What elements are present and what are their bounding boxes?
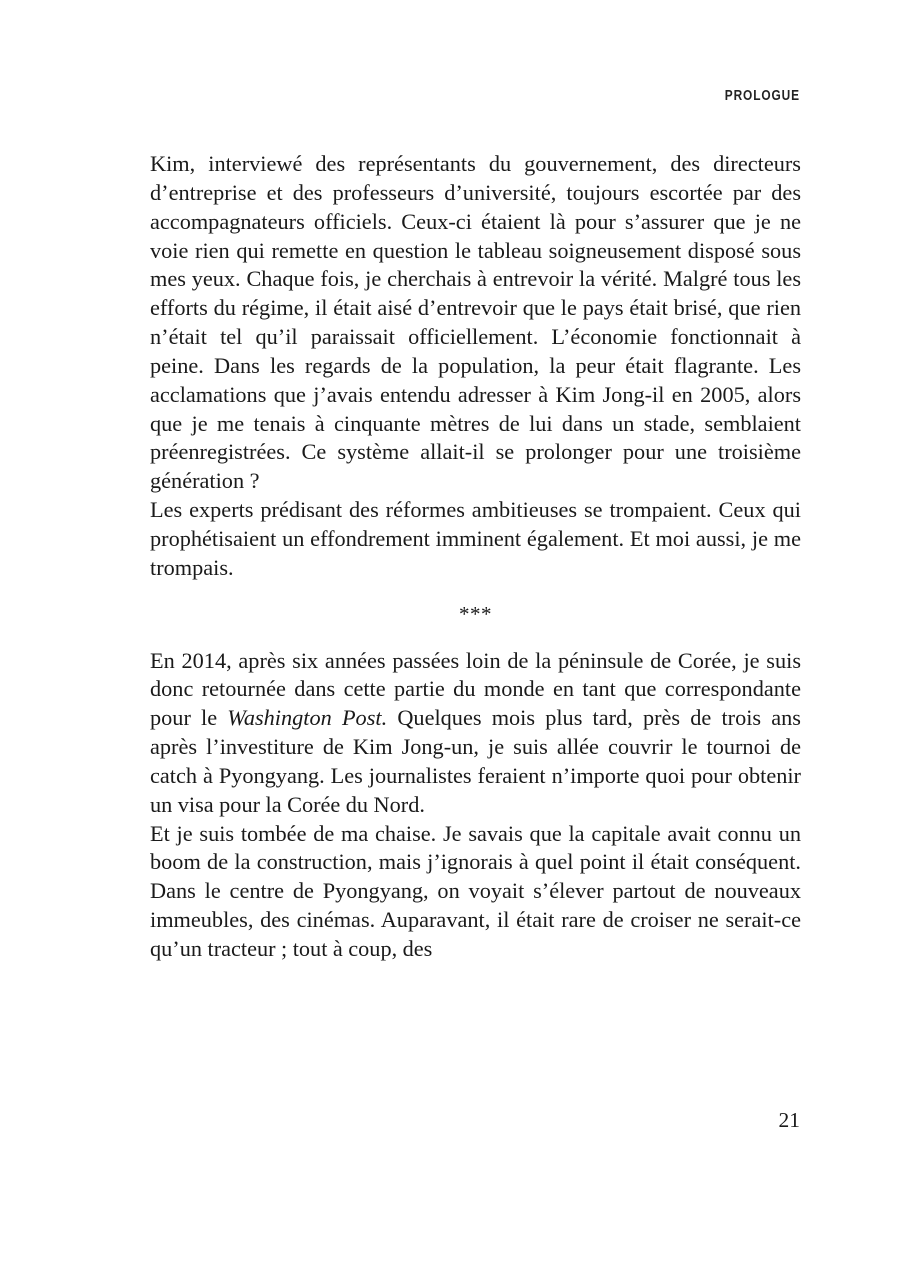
body-text-block bbox=[150, 150, 801, 964]
running-head: PROLOGUE bbox=[724, 88, 800, 104]
paragraph-3-lead: En 2014, après six années passées loin de la péninsule de Corée, je suis donc retournée dans cette partie du monde en tant que correspondante pour le bbox=[150, 647, 801, 731]
paragraph-3-tail: Quelques mois plus tard, près de trois ans après l’investiture de Kim Jong-un, je suis allée couvrir le tournoi de catch à Pyongyang. Les journalistes feraient n’importe quoi pour obtenir un visa pour la Corée du Nord. bbox=[150, 705, 801, 817]
page-number: 21 bbox=[778, 1108, 800, 1132]
paragraph-4: Et je suis tombée de ma chaise. Je savais que la capitale avait connu un boom de la construction, mais j’ignorais à quel point il était conséquent. Dans le centre de Pyongyang, on voyait s’élever partout de nouveaux immeubles, des cinémas. Auparavant, il était rare de croiser ne serait-ce qu’un tracteur ; tout à coup, des bbox=[150, 820, 801, 961]
publication-title: Washington Post. bbox=[227, 705, 388, 731]
paragraph-2: Les experts prédisant des réformes ambitieuses se trompaient. Ceux qui prophétisaient un effondrement imminent également. Et moi aussi, je me trompais. bbox=[150, 497, 801, 580]
paragraph-3 bbox=[150, 647, 801, 820]
section-break: *** bbox=[459, 601, 492, 626]
paragraph-1: Kim, interviewé des représentants du gouvernement, des directeurs d’entreprise et des professeurs d’université, toujours escortée par des accompagnateurs officiels. Ceux-ci étaient là pour s’assurer que je ne voie rien qui remette en question le tableau soigneusement disposé sous mes yeux. Chaque fois, je cherchais à entrevoir la vérité. Malgré tous les efforts du régime, il était aisé d’entrevoir que le pays était brisé, que rien n’était tel qu’il paraissait officiellement. L’économie fonctionnait à peine. Dans les regards de la population, la peur était flagrante. Les acclamations que j’avais entendu adresser à Kim Jong-il en 2005, alors que je me tenais à cinquante mètres de lui dans un stade, semblaient préenregistrées. Ce système allait-il se prolonger pour une troisième génération ? bbox=[150, 151, 801, 494]
